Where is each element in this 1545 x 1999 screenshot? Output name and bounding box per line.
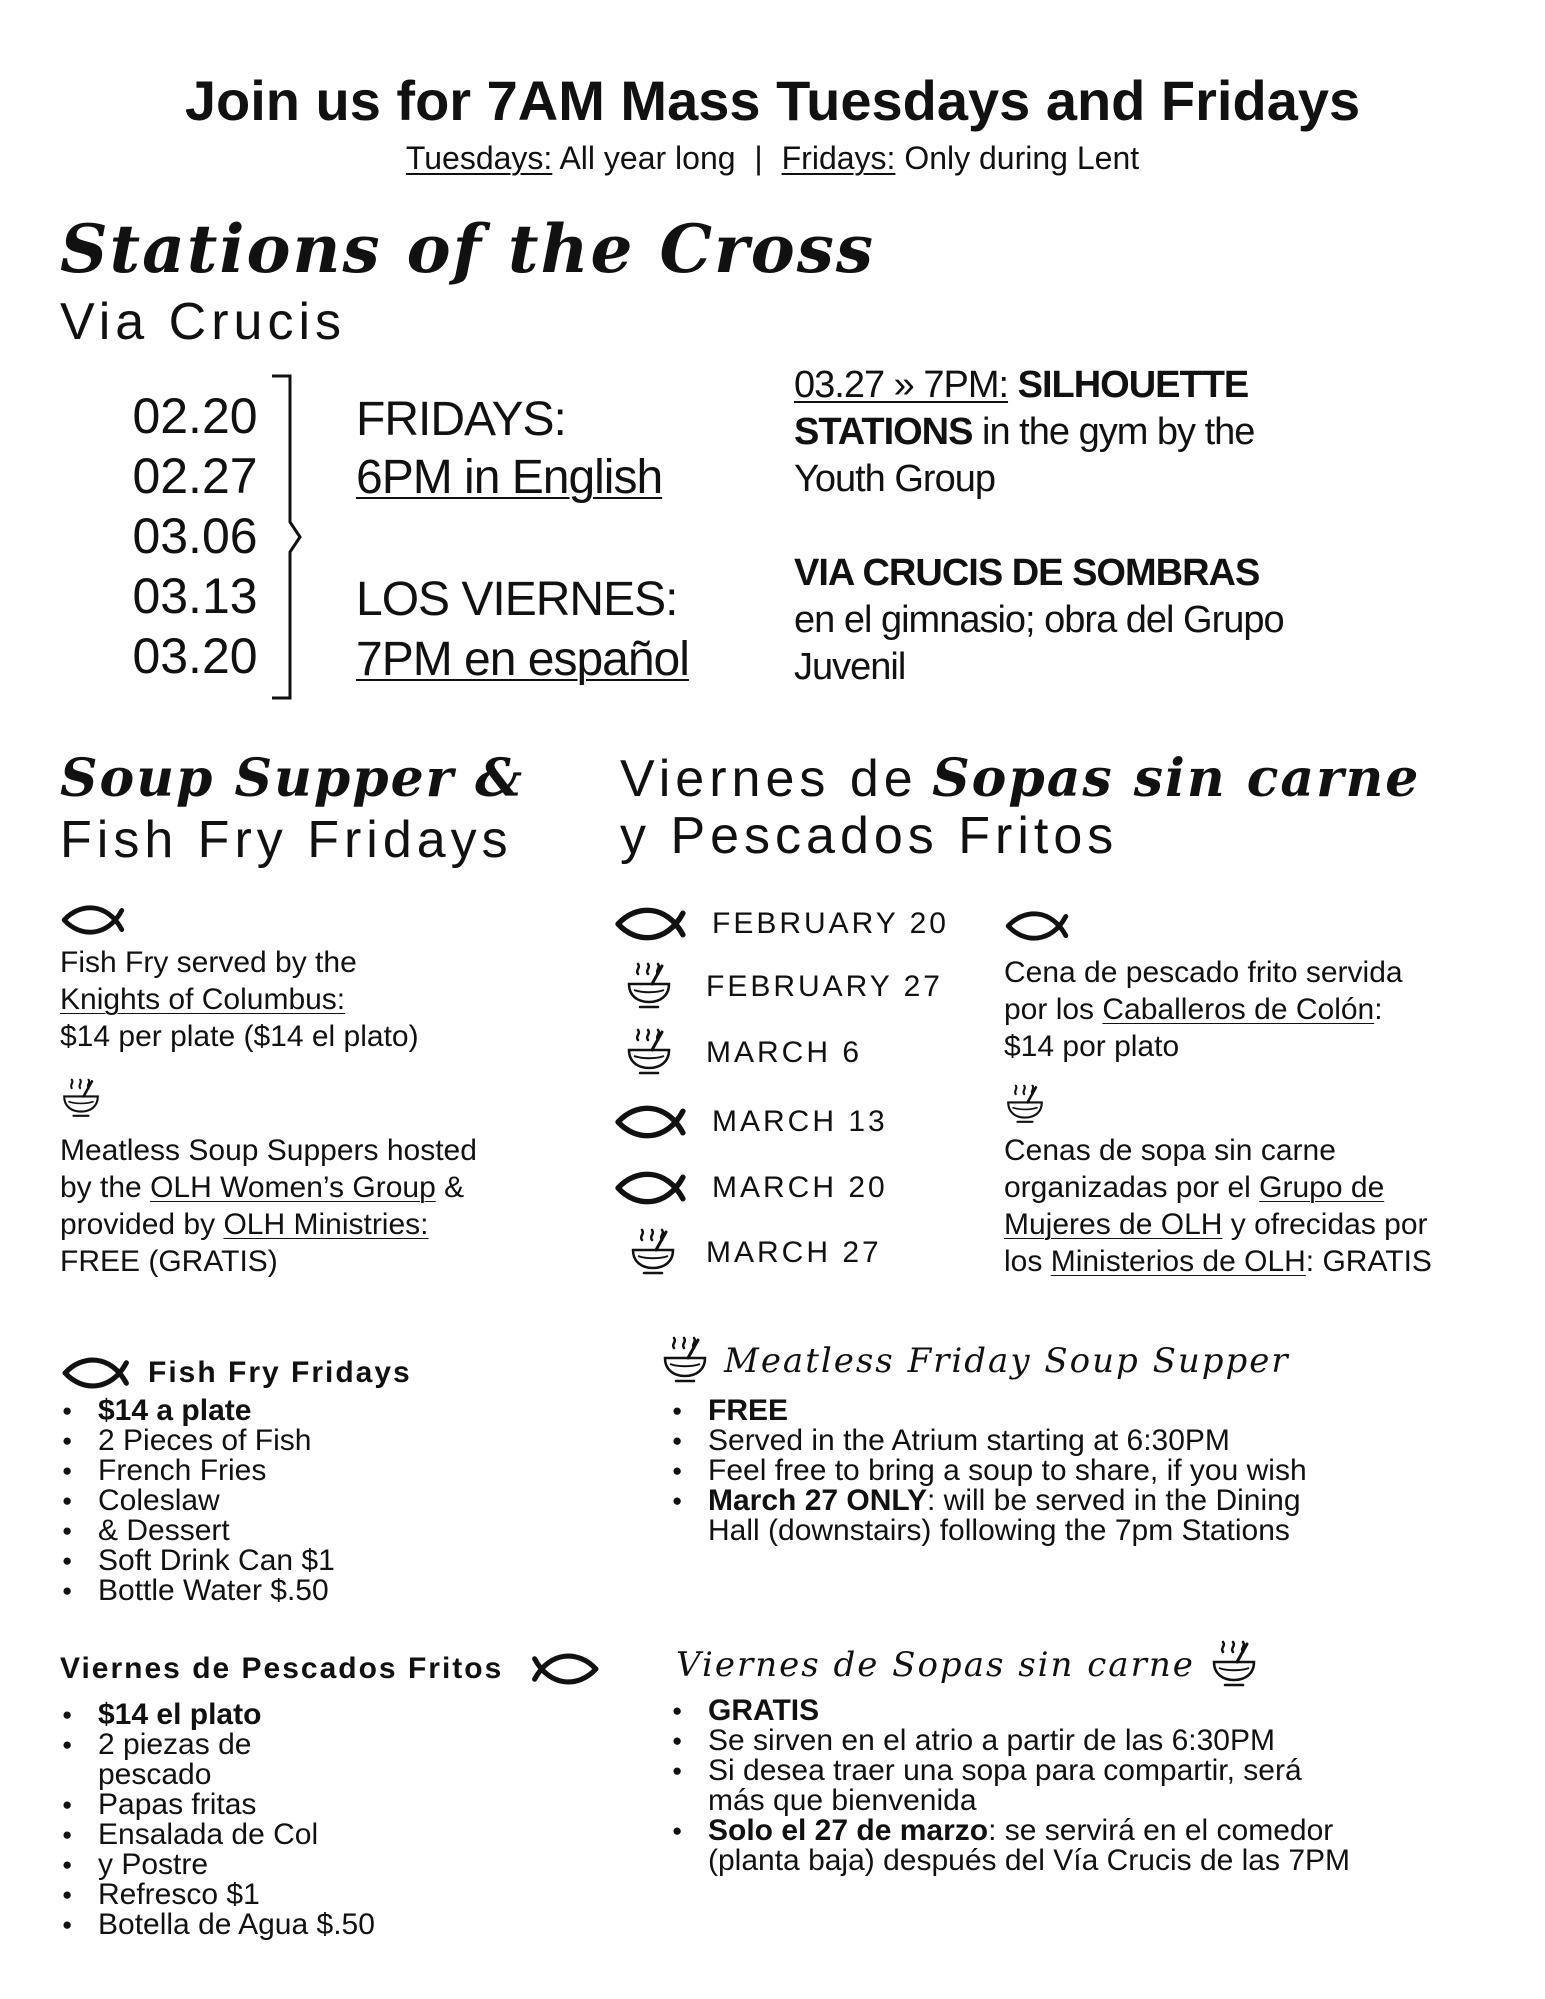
desc-line: por los Caballeros de Colón:: [1004, 993, 1383, 1026]
list-item: ● & Dessert: [98, 1516, 335, 1546]
knights-link: Knights of Columbus:: [60, 983, 346, 1016]
ministerios-link: Ministerios de OLH: [1050, 1245, 1306, 1278]
fish-icon: [60, 1356, 140, 1390]
station-date: 02.27: [132, 448, 258, 504]
grupo-link: Grupo de: [1259, 1171, 1385, 1204]
stations-script-title: Stations of the Cross: [60, 210, 876, 288]
soup-en-list: [670, 1396, 1508, 1546]
schedule-row: [624, 1028, 862, 1078]
desc-line: Mujeres de OLH y ofrecidas por: [1004, 1208, 1428, 1241]
schedule-row: [612, 1170, 888, 1206]
fish-fry-es-desc: [1004, 954, 1524, 1065]
station-date: 03.06: [132, 508, 258, 564]
list-item: ● GRATIS: [708, 1696, 1508, 1726]
soup-en-list-title: Meatless Friday Soup Supper: [724, 1341, 1290, 1381]
desc-line: by the OLH Women’s Group &: [60, 1171, 465, 1204]
list-item: ● 2 piezas de pescado: [98, 1730, 375, 1790]
separator: |: [754, 140, 763, 176]
desc-line: Cenas de sopa sin carne: [1004, 1134, 1336, 1167]
list-item: ● 2 Pieces of Fish: [98, 1426, 335, 1456]
list-item: ● Bottle Water $.50: [98, 1576, 335, 1606]
list-item: ● Feel free to bring a soup to share, if you wish: [708, 1456, 1508, 1486]
fridays-label-big: FRIDAYS:: [356, 393, 566, 446]
desc-line: $14 por plato: [1004, 1030, 1180, 1063]
sombras-bold: VIA CRUCIS DE SOMBRAS: [794, 552, 1260, 594]
list-item: ● Si desea traer una sopa para compartir, será más que bienvenida: [708, 1756, 1508, 1816]
list-item: ● March 27 ONLY: will be served in the Dining Hall (downstairs) following the 7pm Stations: [708, 1486, 1508, 1546]
soup-bowl-icon: [60, 1078, 102, 1125]
soup-es-desc: [1004, 1132, 1524, 1280]
soup-en-script-title: Soup Supper &: [60, 748, 525, 809]
soup-en-heading: [660, 1336, 1290, 1386]
fish-fry-en-list: [60, 1396, 335, 1606]
soup-bowl-icon: [1209, 1640, 1259, 1690]
fridays-label: Fridays:: [781, 140, 896, 176]
fish-icon: [612, 906, 698, 942]
viernes-label: LOS VIERNES:: [356, 573, 678, 626]
list-item: ● $14 el plato: [98, 1700, 375, 1730]
list-item: ● Soft Drink Can $1: [98, 1546, 335, 1576]
via-crucis-sombras: [794, 550, 1394, 691]
list-item: ● Botella de Agua $.50: [98, 1910, 375, 1940]
soup-bowl-icon: [628, 1228, 678, 1278]
fish-fry-en-desc: [60, 944, 560, 1055]
stations-subtitle: Via Crucis: [60, 293, 347, 351]
stations-dates: [110, 386, 280, 686]
schedule-date: MARCH 6: [706, 1036, 863, 1069]
soup-es-list: [670, 1696, 1508, 1876]
page-title: Join us for 7AM Mass Tuesdays and Fridays: [184, 69, 1361, 132]
list-item: ● FREE: [708, 1396, 1508, 1426]
schedule-date: FEBRUARY 20: [712, 907, 949, 940]
list-item: ● Coleslaw: [98, 1486, 335, 1516]
fish-icon: [1004, 910, 1078, 947]
soup-bowl-icon: [624, 1028, 674, 1078]
soup-es-plain: Viernes de: [620, 750, 918, 808]
list-item: ● y Postre: [98, 1850, 375, 1880]
station-date: 02.20: [132, 388, 258, 444]
sombras-rest: en el gimnasio; obra del Grupo Juvenil: [794, 599, 1284, 688]
schedule-row: [628, 1228, 882, 1278]
caballeros-link: Caballeros de Colón: [1102, 993, 1375, 1026]
fish-fry-es-list: [60, 1700, 375, 1940]
schedule-row: [624, 962, 943, 1012]
desc-line: organizadas por el Grupo de: [1004, 1171, 1385, 1204]
fish-fry-en-heading: [60, 1356, 412, 1390]
desc-line: $14 per plate ($14 el plato): [60, 1020, 419, 1053]
desc-line: FREE (GRATIS): [60, 1245, 278, 1278]
silhouette-rest: in the gym by the Youth Group: [794, 411, 1255, 500]
brace-icon: [268, 372, 308, 702]
womens-group-link: OLH Women’s Group: [150, 1171, 436, 1204]
silhouette-stations: [794, 362, 1354, 503]
soup-es-heading: [676, 1640, 1259, 1690]
fish-icon: [60, 904, 134, 941]
fridays-time: 6PM in English: [356, 451, 663, 504]
station-date: 03.13: [132, 568, 258, 624]
fish-icon: [612, 1104, 698, 1140]
desc-line: los Ministerios de OLH: GRATIS: [1004, 1245, 1432, 1278]
silhouette-bold: SILHOUETTE STATIONS: [794, 364, 1249, 453]
soup-en-desc: [60, 1132, 580, 1280]
desc-line: Cena de pescado frito servida: [1004, 956, 1403, 989]
soup-es-list-title: Viernes de Sopas sin carne: [676, 1645, 1195, 1685]
schedule-date: MARCH 13: [712, 1105, 888, 1138]
desc-line: provided by OLH Ministries:: [60, 1208, 429, 1241]
soup-es-title: [620, 748, 1420, 809]
schedule-row: [612, 906, 949, 942]
schedule-date: MARCH 20: [712, 1171, 888, 1204]
soup-bowl-icon: [624, 962, 674, 1012]
schedule-date: MARCH 27: [706, 1236, 882, 1269]
soup-es-script: Sopas sin carne: [932, 748, 1421, 809]
soup-bowl-icon: [1004, 1084, 1046, 1131]
list-item: ● Papas fritas: [98, 1790, 375, 1820]
station-date: 03.20: [132, 628, 258, 684]
schedule-row: [612, 1104, 888, 1140]
list-item: ● Served in the Atrium starting at 6:30PM: [708, 1426, 1508, 1456]
list-item: ● $14 a plate: [98, 1396, 335, 1426]
list-item: ● Ensalada de Col: [98, 1820, 375, 1850]
fish-fry-en-title: Fish Fry Fridays: [148, 1356, 412, 1389]
desc-line: Fish Fry served by the: [60, 946, 357, 979]
viernes-time: 7PM en español: [356, 633, 689, 686]
silhouette-date: 03.27 » 7PM:: [794, 364, 1009, 406]
soup-bowl-icon: [660, 1336, 710, 1386]
list-item: ● Refresco $1: [98, 1880, 375, 1910]
fish-icon: [612, 1170, 698, 1206]
soup-en-title: Fish Fry Fridays: [60, 811, 513, 869]
ministries-link: OLH Ministries:: [223, 1208, 429, 1241]
fridays-text: Only during Lent: [904, 140, 1140, 176]
mass-subtitle: [0, 140, 1545, 177]
fish-icon: [521, 1652, 601, 1686]
fish-fry-es-title: Viernes de Pescados Fritos: [60, 1652, 504, 1685]
tuesdays-text: All year long: [559, 140, 736, 176]
list-item: ● French Fries: [98, 1456, 335, 1486]
fish-fry-es-heading: [60, 1652, 601, 1686]
list-item: ● Solo el 27 de marzo: se servirá en el comedor (planta baja) después del Vía Crucis de las 7PM: [708, 1816, 1508, 1876]
schedule-date: FEBRUARY 27: [706, 970, 943, 1003]
soup-es-title-line2: y Pescados Fritos: [620, 807, 1119, 865]
mujeres-link: Mujeres de OLH: [1004, 1208, 1223, 1241]
desc-line: Meatless Soup Suppers hosted: [60, 1134, 477, 1167]
list-item: ● Se sirven en el atrio a partir de las 6:30PM: [708, 1726, 1508, 1756]
tuesdays-label: Tuesdays:: [405, 140, 553, 176]
